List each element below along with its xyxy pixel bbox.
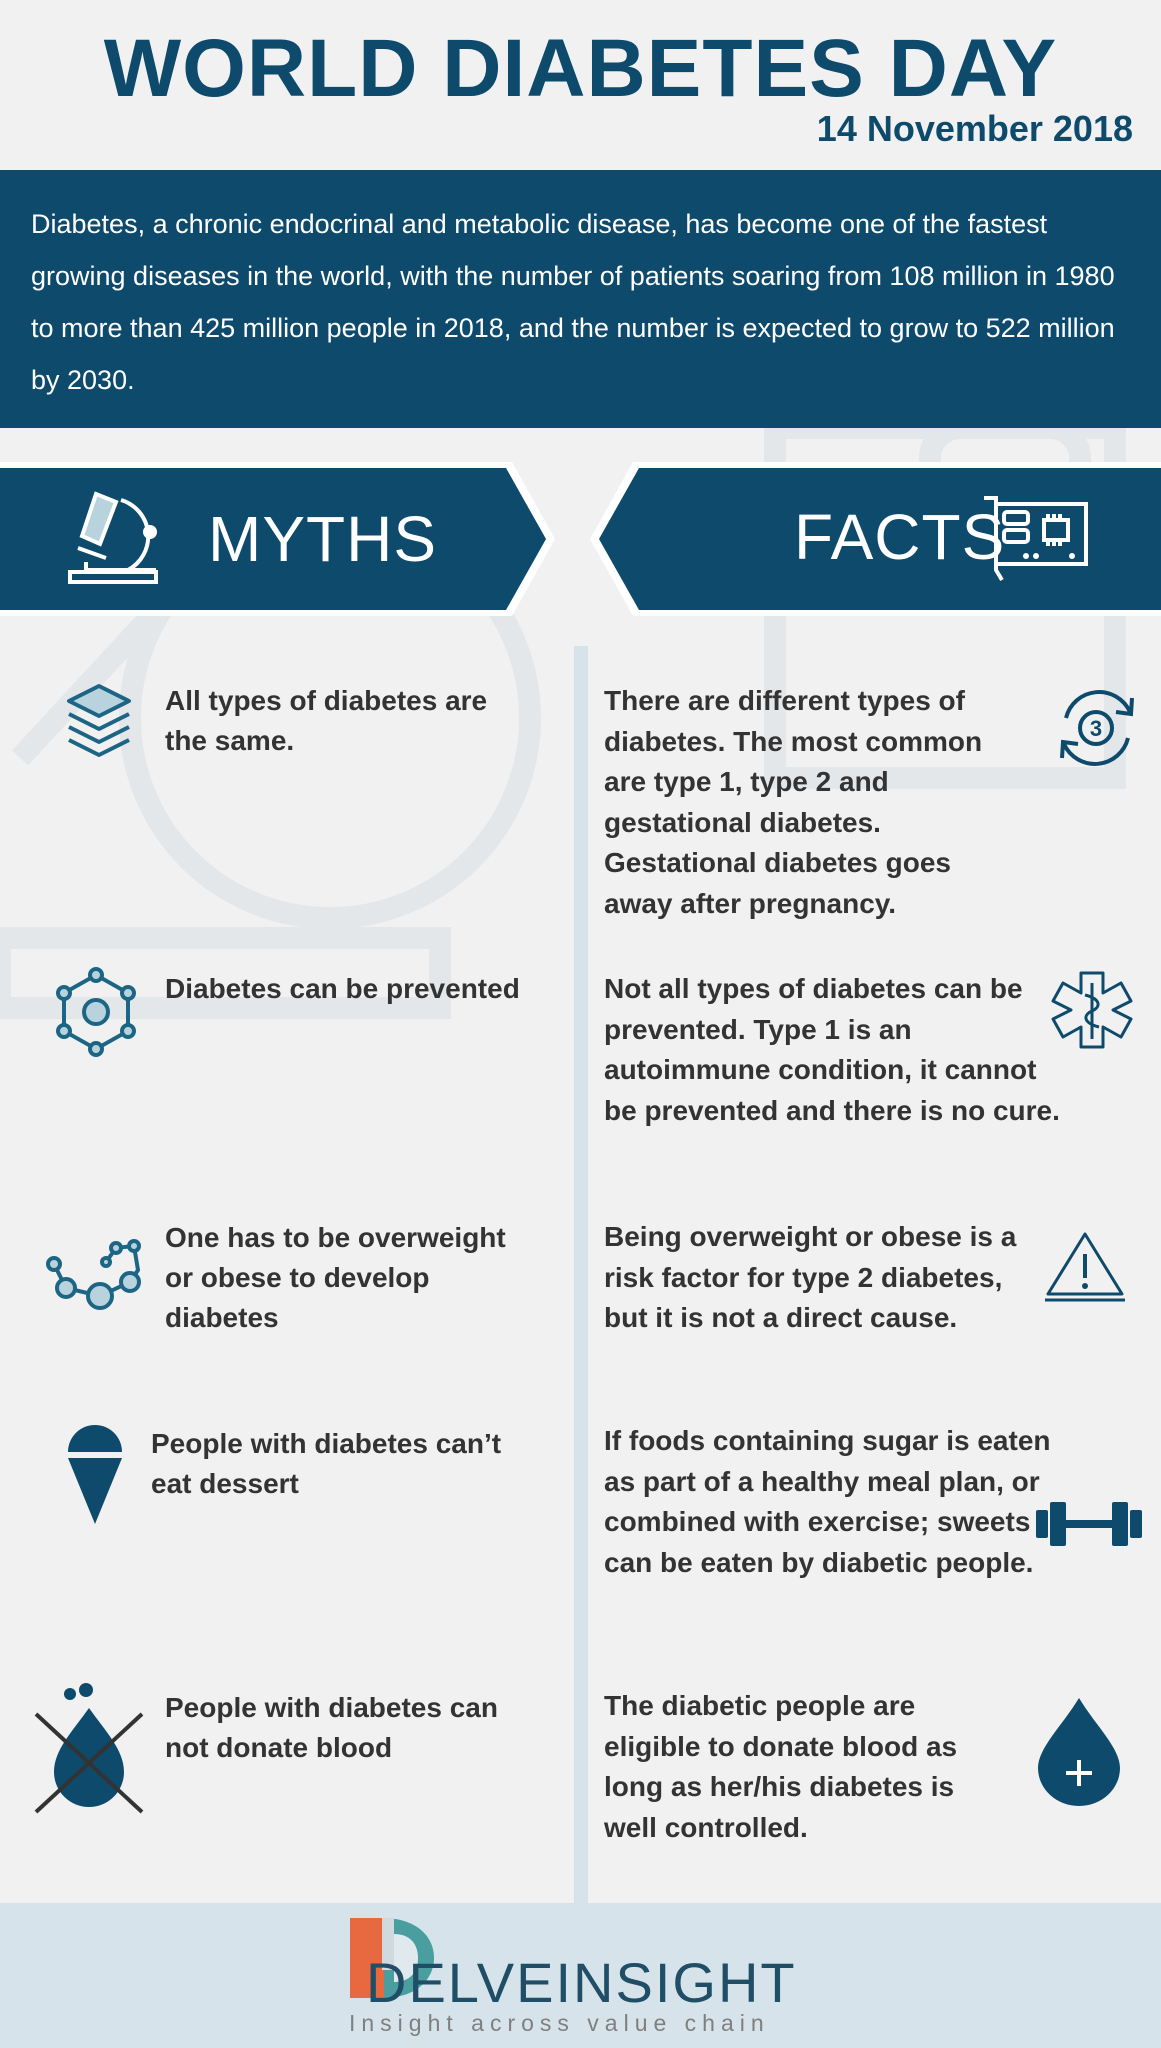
fact-text-1: There are different types of diabetes. The most common are type 1, type 2 and gestational diabetes. Gestational diabetes goes away after pregnancy. [604,685,983,919]
event-date: 14 November 2018 [816,108,1133,149]
myth-text-4: People with diabetes can’t eat dessert [151,1428,502,1499]
myths-label: MYTHS [208,503,437,575]
circuit-board-icon [982,494,1090,582]
intro-panel [0,170,1161,428]
chain-molecule-icon [42,1234,150,1314]
cycle-three-icon [1044,678,1148,778]
myth-text-1: All types of diabetes are the same. [165,685,488,756]
column-divider [574,646,588,1903]
intro-text: Diabetes, a chronic endocrinal and metabolic disease, has become one of the fastest growing diseases in the world, with the number of patients soaring from 108 million in 1980 to more than 425 million people in 2018, and the number is expected to grow to 522 million by 2030. [31,209,1115,395]
facts-label: FACTS [794,501,1006,573]
fact-text-2: Not all types of diabetes can be prevented. Type 1 is an autoimmune condition, it cannot be prevented and there is no cure. [604,973,1060,1126]
fact-text-3: Being overweight or obese is a risk factor for type 2 diabetes, but it is not a direct cause. [604,1221,1017,1334]
brand-tagline: Insight across value chain [349,2010,770,2036]
svg-text:3: 3 [1089,716,1103,741]
blood-drop-plus-icon [1036,1696,1122,1808]
myth-text-3: One has to be overweight or obese to develop diabetes [165,1222,506,1333]
fact-text-4: If foods containing sugar is eaten as part of a healthy meal plan, or combined with exercise; sweets can be eaten by diabetic people. [604,1425,1051,1578]
ice-cream-icon [66,1422,124,1526]
myth-text-5: People with diabetes can not donate blood [165,1692,498,1763]
microscope-icon [66,488,170,588]
crossed-blood-drop-icon [32,1682,146,1818]
dumbbell-icon [1034,1500,1144,1548]
page-title: WORLD DIABETES DAY [103,23,1058,114]
fact-text-5: The diabetic people are eligible to donate blood as long as her/his diabetes is well controlled. [604,1690,958,1843]
warning-icon [1044,1230,1126,1304]
molecule-icon [54,967,138,1057]
medical-star-icon [1051,969,1133,1051]
layers-icon [66,682,132,758]
myth-text-2: Diabetes can be prevented [165,973,520,1004]
brand-name: DELVEINSIGHT [366,1951,797,2014]
